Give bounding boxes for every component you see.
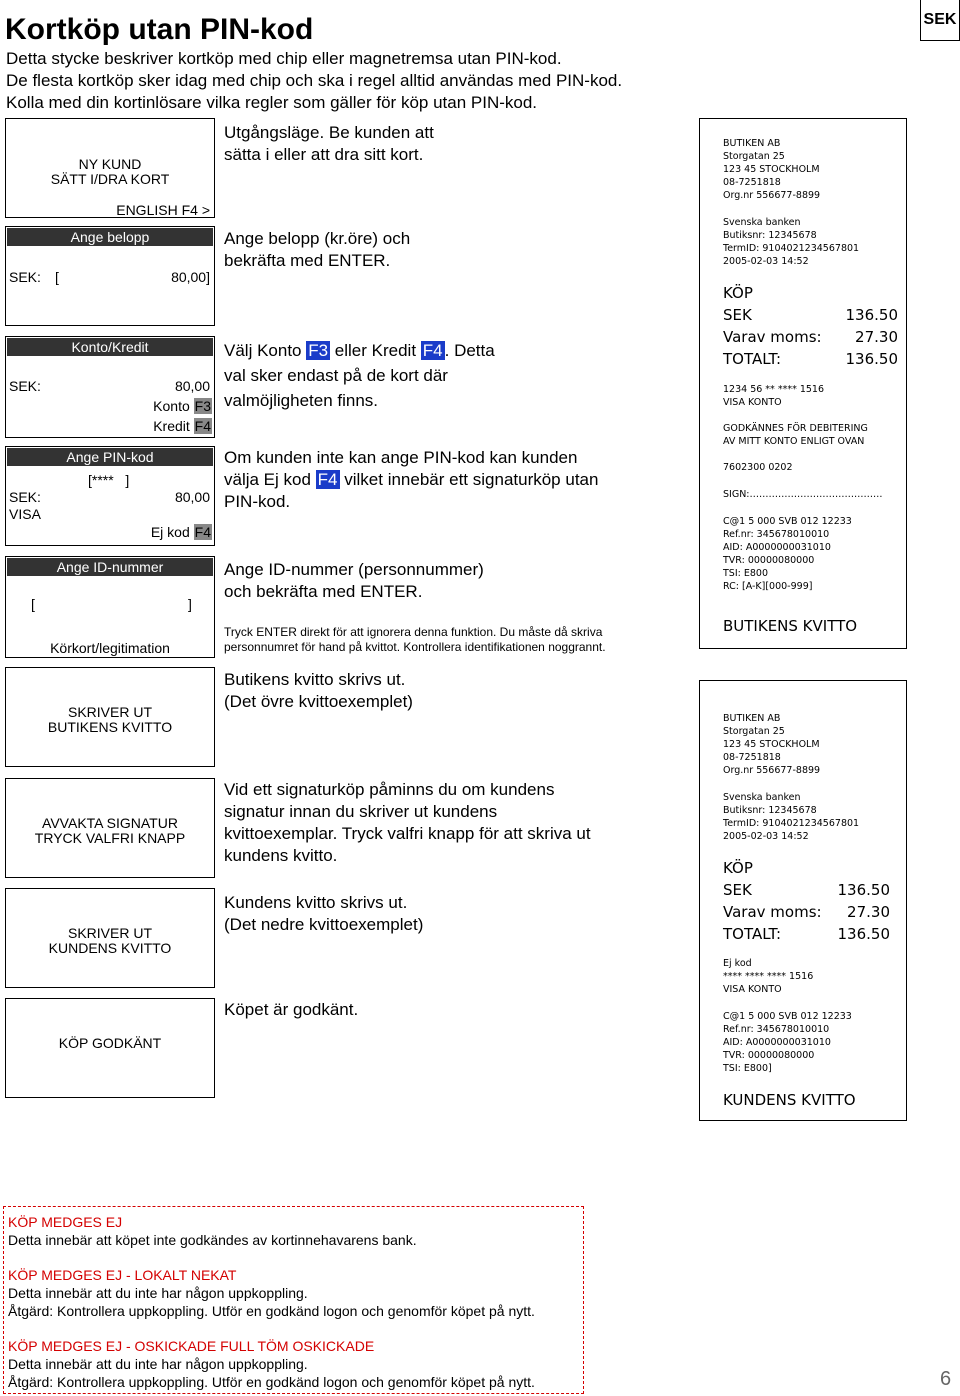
key-f4: F4 — [422, 341, 443, 360]
error-heading: KÖP MEDGES EJ - LOKALT NEKAT — [8, 1267, 237, 1283]
step-description: Kundens kvitto skrivs ut. (Det nedre kvittoexemplet) — [224, 893, 424, 934]
terminal-screen-id — [5, 556, 215, 658]
error-block — [8, 1213, 579, 1249]
amount-value: 80,00 — [174, 378, 210, 394]
key-f3: F3 — [308, 341, 329, 360]
step-description: Vid ett signaturköp påminns du om kundens signatur innan du skriver ut kundens kvittoexemplar. Tryck valfri knapp för att skriva ut kundens kvitto. — [224, 780, 591, 865]
step-description: Ange belopp (kr.öre) och bekräfta med ENTER. — [224, 229, 411, 270]
receipt-store: BUTIKEN AB Storgatan 25 123 45 STOCKHOLM 08-7251818 Org.nr 556677-8899 Svenska banken Butiksnr: 12345678 TermID: 9104021234567801 2005-02-03 14:52 KÖP SEK 136.50 Varav moms: 27.30 TOTALT: 136.50 1234 56 ** **** 1516 VISA KONTO GODKÄNNES FÖR DEBITERING AV MITT KONTO ENLIGT OVAN 7602300 0202 SIGN:…………………………………… C@1 5 000 SVB 012 12233 Ref.nr: 345678010010 AID: A0000000031010 TVR: 00000080000 TSI: E800 RC: [A-K][000-999] BUTIKENS KVITTO — [699, 118, 907, 649]
screen-line: SKRIVER UT — [67, 704, 152, 720]
screen-line: BUTIKENS KVITTO — [47, 719, 173, 735]
screen-line: TRYCK VALFRI KNAPP — [34, 830, 186, 846]
screen-line: NY KUND — [78, 156, 142, 172]
terminal-screen-approved — [5, 998, 215, 1098]
option-konto: Konto F3 — [153, 398, 211, 414]
screen-bar: Konto/Kredit — [7, 338, 213, 356]
terminal-screen-print-customer — [5, 888, 215, 988]
pin-field: [**** ] — [88, 472, 130, 488]
amount-label: SEK: — [9, 489, 41, 505]
error-text: Detta innebär att du inte har någon uppkoppling. — [8, 1285, 308, 1301]
error-text: Detta innebär att du inte har någon uppkoppling. — [8, 1356, 308, 1372]
intro-text — [6, 48, 622, 114]
option-ej-kod: Ej kod F4 — [150, 524, 211, 540]
key-f4: F4 — [317, 470, 338, 489]
step-description: Ange ID-nummer (personnummer) och bekräfta med ENTER. — [224, 560, 484, 601]
page-number: 6 — [940, 1368, 952, 1390]
key-f3: F3 — [194, 398, 211, 414]
terminal-screen-print-store — [5, 667, 215, 767]
error-messages — [3, 1206, 584, 1394]
step-description: Utgångsläge. Be kunden att sätta i eller att dra sitt kort. — [224, 123, 434, 164]
page-title: Kortköp utan PIN-kod — [5, 13, 314, 46]
screen-line: SKRIVER UT — [67, 925, 152, 941]
step-description: Köpet är godkänt. — [224, 1000, 359, 1019]
step-description: Om kunden inte kan ange PIN-kod kan kunden välja Ej kod F4 vilket innebär ett signaturköp utan PIN-kod. — [224, 448, 599, 511]
bracket: ] — [188, 596, 192, 612]
screen-line: KÖP GODKÄNT — [58, 1035, 162, 1051]
option-kredit: Kredit F4 — [153, 418, 211, 434]
error-heading: KÖP MEDGES EJ - OSKICKADE FULL TÖM OSKICKADE — [8, 1338, 375, 1354]
error-text: Detta innebär att köpet inte godkändes av kortinnehavarens bank. — [8, 1232, 417, 1248]
screen-bar: Ange PIN-kod — [7, 448, 213, 466]
error-text: Åtgärd: Kontrollera uppkoppling. Utför en godkänd logon och genomför köpet på nytt. — [8, 1303, 535, 1319]
error-block — [8, 1337, 579, 1391]
screen-line: AVVAKTA SIGNATUR — [42, 815, 178, 831]
error-heading: KÖP MEDGES EJ — [8, 1214, 123, 1230]
intro-line: De flesta kortköp sker idag med chip och ska i regel alltid användas med PIN-kod. — [6, 71, 623, 90]
intro-line: Detta stycke beskriver kortköp med chip eller magnetremsa utan PIN-kod. — [6, 49, 562, 68]
terminal-screen-account — [5, 336, 215, 438]
error-block — [8, 1266, 579, 1320]
screen-bar: Ange belopp — [7, 228, 213, 246]
receipt-footer: KUNDENS KVITTO — [723, 1091, 856, 1109]
screen-footer: Körkort/legitimation — [50, 640, 170, 656]
card-type: VISA — [9, 506, 41, 522]
terminal-screen-start — [5, 118, 215, 218]
screen-line: SÄTT I/DRA KORT — [50, 171, 170, 187]
intro-line: Kolla med din kortinlösare vilka regler som gäller för köp utan PIN-kod. — [6, 93, 538, 112]
terminal-screen-pin — [5, 446, 215, 546]
amount-label: SEK: — [9, 269, 41, 285]
terminal-screen-signature — [5, 778, 215, 878]
amount-label: SEK: — [9, 378, 41, 394]
step-description: Butikens kvitto skrivs ut. (Det övre kvittoexemplet) — [224, 670, 413, 711]
screen-line: KUNDENS KVITTO — [48, 940, 172, 956]
currency-tab: SEK — [920, 0, 960, 41]
bracket: [ — [55, 269, 59, 285]
key-f4: F4 — [194, 418, 211, 434]
amount-value: 80,00 — [174, 489, 210, 505]
receipt-footer: BUTIKENS KVITTO — [723, 617, 858, 635]
step-description: Välj Konto F3 eller Kredit F4 . Detta val sker endast på de kort där valmöjligheten finns. — [224, 341, 495, 410]
key-f4: F4 — [194, 524, 211, 540]
screen-bar: Ange ID-nummer — [7, 558, 213, 576]
error-text: Åtgärd: Kontrollera uppkoppling. Utför en godkänd logon och genomför köpet på nytt. — [8, 1374, 535, 1390]
receipt-customer: BUTIKEN AB Storgatan 25 123 45 STOCKHOLM 08-7251818 Org.nr 556677-8899 Svenska banken Butiksnr: 12345678 TermID: 9104021234567801 2005-02-03 14:52 KÖP SEK 136.50 Varav moms: 27.30 TOTALT: 136.50 Ej kod **** **** **** 1516 VISA KONTO C@1 5 000 SVB 012 12233 Ref.nr: 345678010010 AID: A0000000031010 TVR: 00000080000 TSI: E800] KUNDENS KVITTO — [699, 680, 907, 1121]
amount-value: 80,00] — [171, 269, 210, 285]
screen-line: ENGLISH F4 > — [116, 202, 210, 218]
bracket: [ — [31, 596, 35, 612]
step-note: Tryck ENTER direkt för att ignorera denna funktion. Du måste då skriva personnumret för hand på kvittot. Kontrollera identifikationen noggrannt. — [224, 625, 606, 654]
terminal-screen-amount — [5, 226, 215, 326]
